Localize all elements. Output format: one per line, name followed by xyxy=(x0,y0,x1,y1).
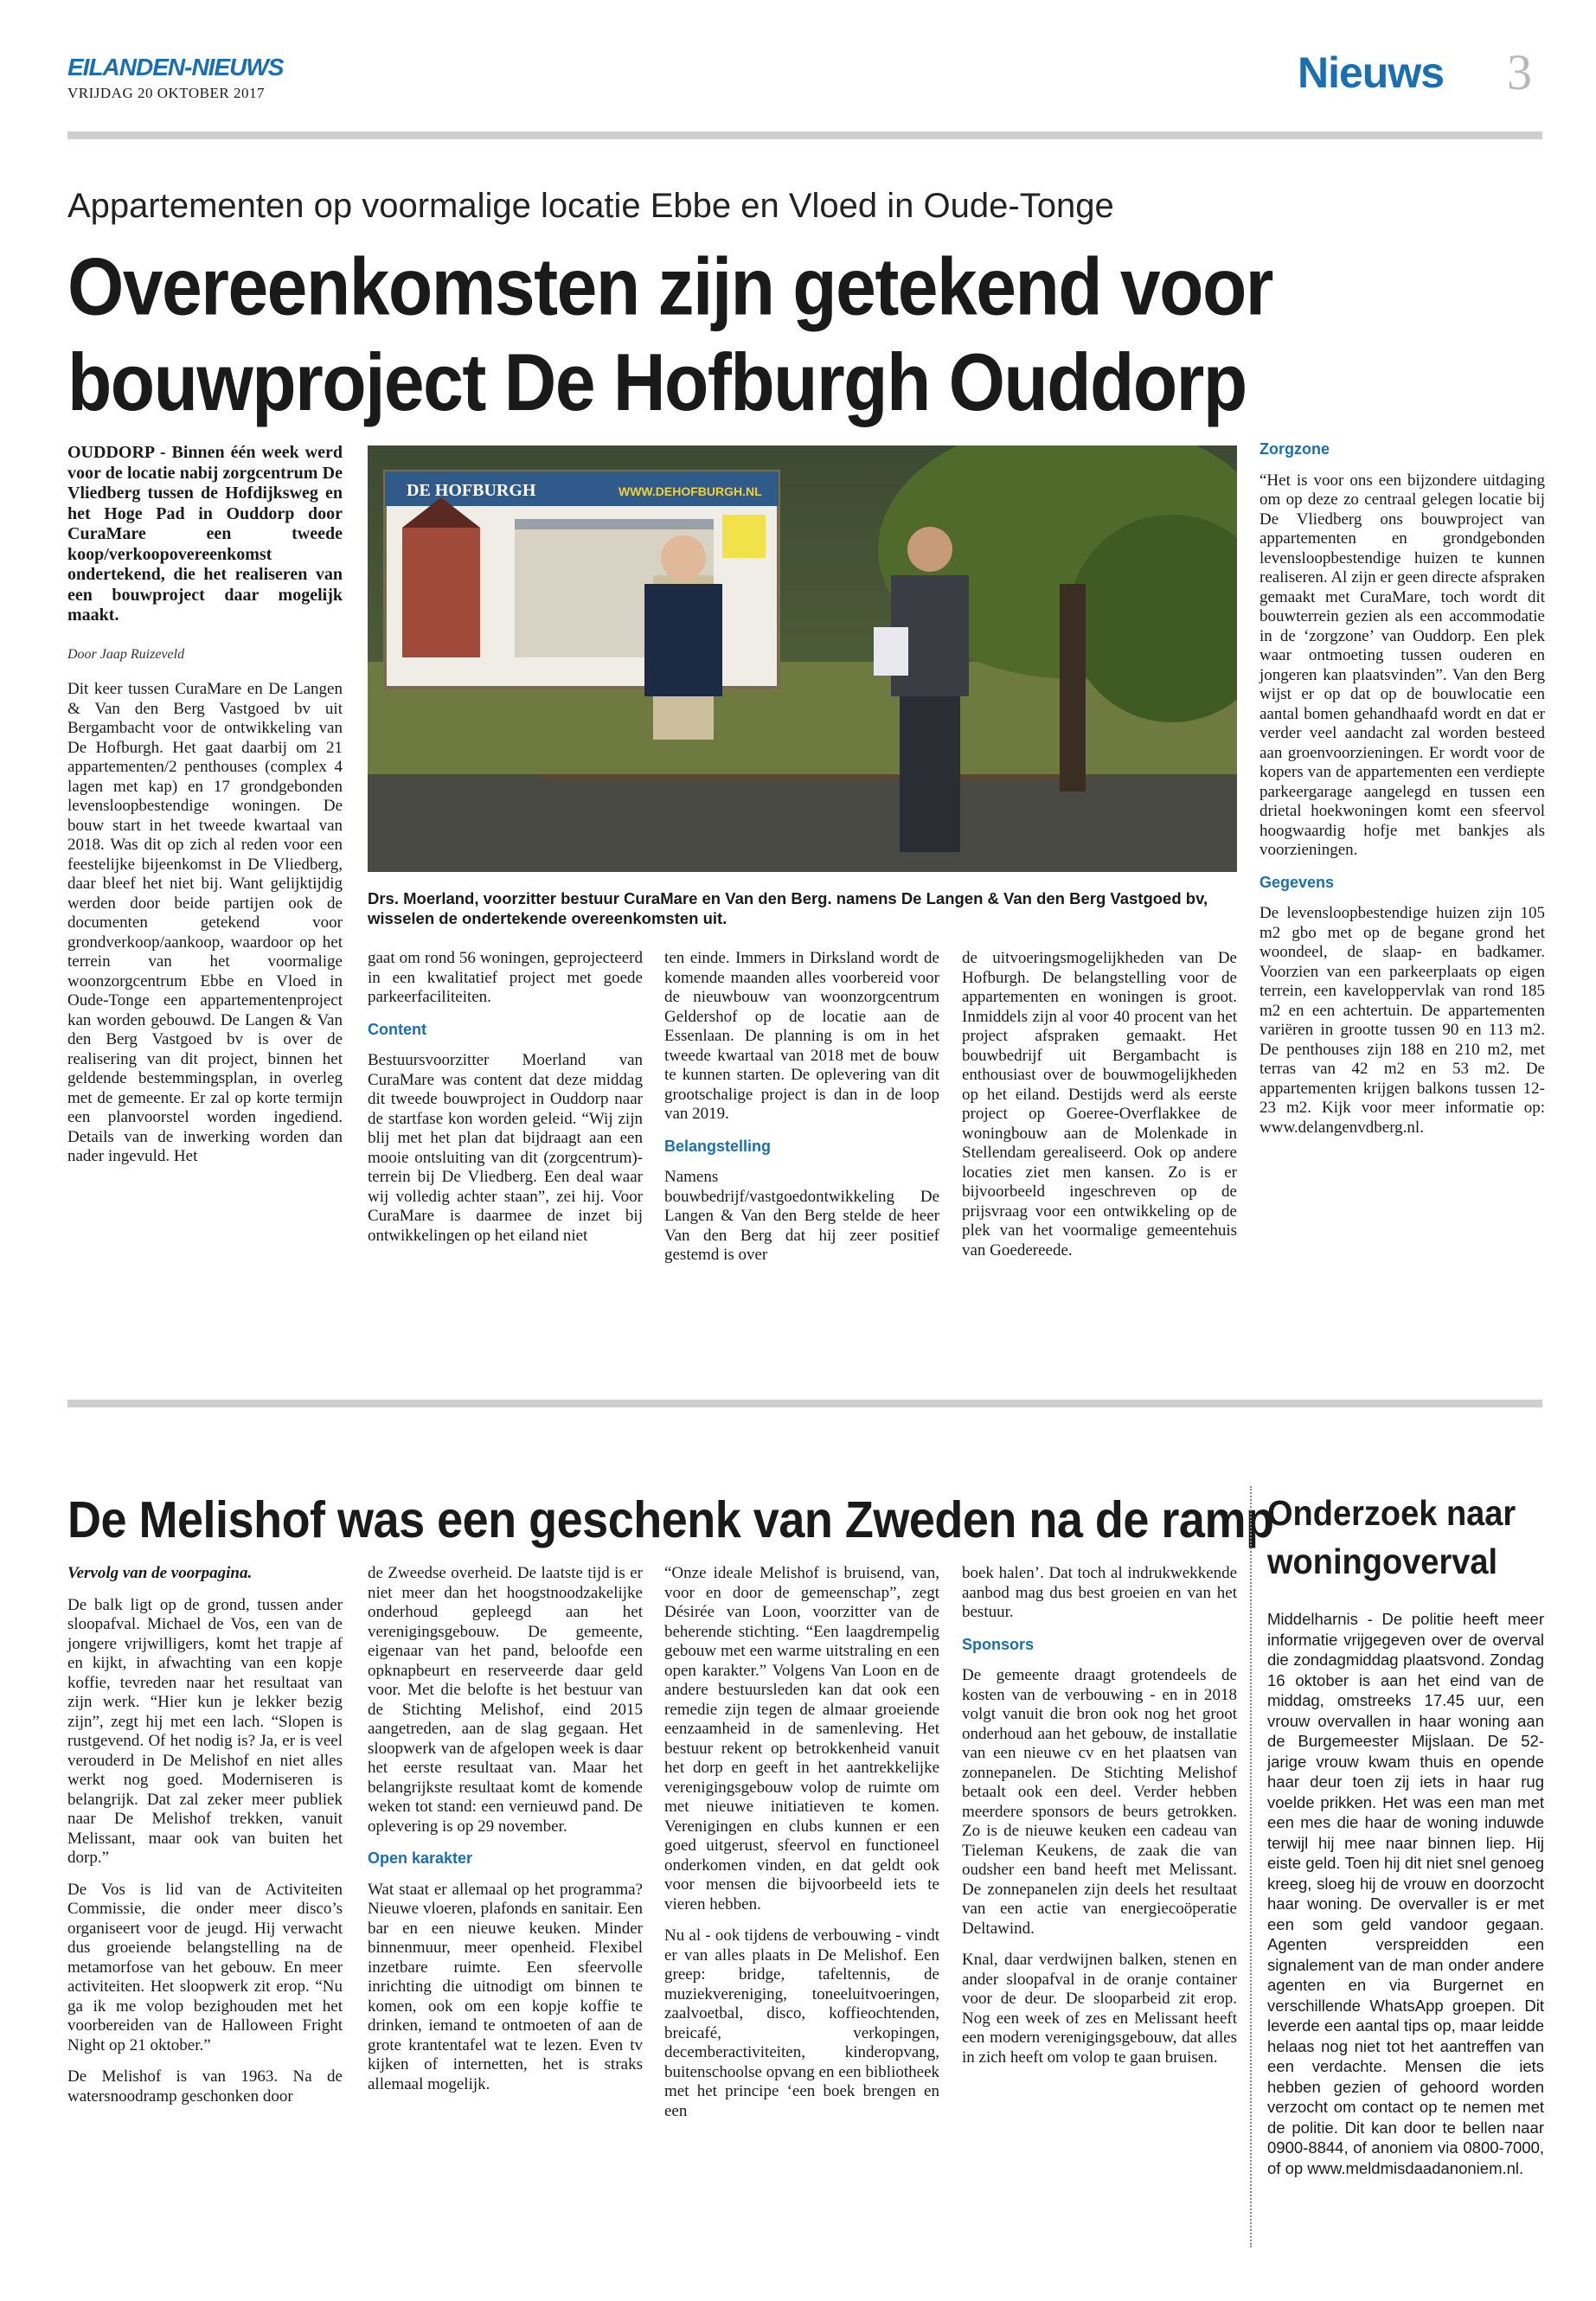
article1-column-4 xyxy=(962,949,1237,1272)
article1-column-3 xyxy=(664,949,939,1278)
masthead: EILANDEN-NIEUWS xyxy=(67,54,284,80)
article2-intro: Vervolg van de voorpagina. xyxy=(67,1564,253,1582)
article2-paragraph: Wat staat er allemaal op het programma? Nieuwe vloeren, plafonds en sanitair. Een bar en een nieuwe keuken. Minder binnenmuur, meer openheid. Flexibel inzetbare ruimte. Een sfeervolle inrichting die uitnodigt om binnen te komen, ook om een kopje koffie te drinken, iemand te ontmoeten of aan de grote krantentafel wat te lezen. Even tv kijken of internetten, het is straks allemaal mogelijk. xyxy=(368,1880,643,2093)
billboard-right-text: WWW.DEHOFBURGH.NL xyxy=(619,484,762,498)
article1-byline: Door Jaap Ruizeveld xyxy=(67,646,185,662)
article2-paragraph: “Onze ideale Melishof is bruisend, van, voor en door de gemeenschap”, zegt Désirée van Loon, voorzitter van de beherende stichting. “Een laagdrempelig gebouw met een warme uitstraling en een open karakter.” Volgens Van Loon en de andere bestuursleden kan dat ook een remedie zijn tegen de almaar groeiende eenzaamheid in de samenleving. Het bestuur rekent op betrokkenheid vanuit het dorp en geeft in het aantrekkelijke verenigingsgebouw volop de ruimte om met nieuwe initiatieven te komen. Verenigingen en clubs kunnen er een goed uitgerust, sfeervol en functioneel onderkomen vinden, en dat geldt ook voor mensen die bijvoorbeeld iets te vieren hebben. xyxy=(664,1564,939,1913)
dateline: VRIJDAG 20 OKTOBER 2017 xyxy=(67,85,265,101)
sidebar-divider xyxy=(1250,1486,1252,2247)
article1-paragraph: “Het is voor ons een bijzondere uitdaging om op deze zo centraal gelegen locatie bij De Vliedberg ons bouwproject van appartementen en grondgebonden levensloopbestendige huizen te kunnen realiseren. Al zijn er geen directe afspraken gemaakt met CuraMare, toch wordt dit bouwterrein gezien als een accommodatie in de ‘zorgzone’ van Ouddorp. Een plek waar ontmoeting tussen ouderen en jongeren kan plaatsvinden”. Van den Berg wijst er op dat op de bouwlocatie een aantal bomen gehandhaafd wordt en dat er verder veel aandacht zal worden besteed aan groenvoorzieningen. Er wordt voor de kopers van de appartementen een verdiepte parkeergarage aangelegd en tussen een drietal hoekwoningen komt een sfeervol hoogwaardig hofje met bankjes als voorzieningen. xyxy=(1259,471,1545,859)
article2-column-1 xyxy=(67,1564,343,2118)
sidebar-text: Middelharnis - De politie heeft meer informatie vrijgegeven over de overval die zondagmiddag plaatsvond. Zondag 16 oktober is aan het eind van de middag, omstreeks 17.45 uur, een vrouw overvallen in haar woning aan de Burgemeester Mijslaan. De 52-jarige vrouw kwam thuis en opende haar deur toen zij iets in haar rug voelde prikken. Het was een man met een mes die haar de woning induwde terwijl hij mee naar binnen liep. Hij eiste geld. Toen hij dit niet snel genoeg kreeg, sloeg hij de vrouw en doorzocht haar woning. De overvaller is er met een som geld vandoor gegaan. Agenten verspreidden een signalement van de man onder andere agenten en via Burgernet en verschillende WhatsApp groepen. Dit leverde een aantal tips op, maar leidde helaas nog niet tot het aantreffen van een verdachte. Mensen die iets hebben gezien of gehoord worden verzocht om contact op te nemen met de politie. Dit kan door te bellen naar 0900-8844, of anoniem via 0800-7000, of op www.meldmisdaadanoniem.nl. xyxy=(1267,1610,1544,2177)
article2-subhead: Open karakter xyxy=(368,1849,473,1867)
article2-column-3 xyxy=(664,1564,939,2133)
header-rule xyxy=(67,131,1542,139)
article1-lead: OUDDORP - Binnen één week werd voor de locatie nabij zorgcentrum De Vliedberg tussen de Hofdijksweg en het Hoge Pad in Ouddorp door CuraMare een tweede koop/verkoopovereenkomst ondertekend, die het realiseren van een bouwproject daar mogelijk maakt. xyxy=(67,443,343,625)
article1-paragraph: De levensloopbestendige huizen zijn 105 m2 gbo met op de begane grond het woondeel, de slaap- en badkamer. Voorzien van een parkeerplaats op eigen terrein, een kaveloppervlak van rond 185 m2 en een achtertuin. De appartementen variëren in grootte tussen 90 en 113 m2. De penthouses zijn 188 en 210 m2, met terras van 42 m2 en 53 m2. De appartementen krijgen balkons tussen 12-23 m2. Kijk voor meer informatie op: www.delangenvdberg.nl. xyxy=(1259,904,1545,1137)
article2-paragraph: De Melishof is van 1963. Na de watersnoodramp geschonken door xyxy=(67,2067,343,2106)
article1-column-1 xyxy=(67,443,343,1179)
article2-column-2 xyxy=(368,1564,643,2106)
article2-paragraph: boek halen’. Dat toch al indrukwekkende aanbod mag dus best groeien en van het bestuur. xyxy=(962,1564,1237,1621)
article1-paragraph: Dit keer tussen CuraMare en De Langen & Van den Berg Vastgoed bv uit Bergambacht voor de ontwikkeling van De Hofburgh. Het gaat daarbij om 21 appartementen/2 penthouses (complex 4 lagen met kap) en 17 grondgebonden levensloopbestendige woningen. De bouw start in het tweede kwartaal van 2018. Was dit op zich al reden voor een feestelijke bijeenkomst in De Vliedberg, daar bleef het niet bij. Want gelijktijdig werden door beide partijen ook de documenten getekend voor grondverkoop/aankoop, waardoor op het terrein van het voormalige woonzorgcentrum Ebbe en Vloed in Oude-Tonge een appartementenproject kan worden gebouwd. De Langen & Van den Berg Vastgoed bv is over de realisering van dit project, binnen het geldende bestemmingsplan, in overleg met de gemeente. Er zal op korte termijn een planvoorstel worden ingediend. Details van de inwerking worden dan nader ingevuld. Het xyxy=(67,680,343,1165)
article1-column-2 xyxy=(368,949,643,1258)
article1-kicker: Appartementen op voormalige locatie Ebbe en Vloed in Oude-Tonge xyxy=(67,187,1114,225)
section-title: Nieuws xyxy=(1298,48,1445,97)
article1-subhead: Belangstelling xyxy=(664,1137,772,1155)
section-rule xyxy=(67,1400,1542,1407)
article1-paragraph: ten einde. Immers in Dirksland wordt de komende maanden alles voorbereid voor de nieuwbouw van woonzorgcentrum Geldershof op de locatie aan de Essenlaan. De planning is om in het tweede kwartaal van 2018 met de bouw te kunnen starten. De oplevering van dit grootschalige project is dan in de loop van 2019. xyxy=(664,949,939,1123)
article2-paragraph: Knal, daar verdwijnen balken, stenen en ander sloopafval in de oranje container voor de deur. De slooparbeid zit erop. Nog een week of zes en Melissant heeft een modern verenigingsgebouw, dat alles in zich heeft om volop te gaan bruisen. xyxy=(962,1951,1237,2067)
article2-paragraph: De gemeente draagt grotendeels de kosten van de verbouwing - en in 2018 volgt vanuit die bron ook nog het groot onderhoud aan het gebouw, de installatie van een nieuwe cv en het plaatsen van zonnepanelen. De Stichting Melishof betaalt ook een deel. Verder hebben meerdere sponsors de beurs getrokken. Zo is de nieuwe keuken een cadeau van Tieleman Keukens, de zaak die van oudsher een band heeft met Melissant. De zonnepanelen zijn deels het resultaat van een actie van energiecoöperatie Deltawind. xyxy=(962,1666,1237,1938)
article2-headline: De Melishof was een geschenk van Zweden na de ramp xyxy=(67,1491,1274,1549)
article2-paragraph: Nu al - ook tijdens de verbouwing - vindt er van alles plaats in De Melishof. Een greep: bridge, tafeltennis, de muziekvereniging, toneeluitvoeringen, zaalvoetbal, disco, koffieochtenden, breicafé, verkopingen, decemberactiviteiten, kinderopvang, buitenschoolse opvang en een bibliotheek met het principe ‘een boek brengen en een xyxy=(664,1926,939,2120)
article2-paragraph: De Vos is lid van de Activiteiten Commissie, die onder meer disco’s organiseert voor de jeugd. Hij verwacht dus groeiende belangstelling na de metamorfose van het gebouw. En meer activiteiten. Het sloopwerk zit erop. “Nu ga ik me volop bezighouden met het voorbereiden van de Halloween Fright Night op 21 oktober.” xyxy=(67,1880,343,2054)
article1-paragraph: Bestuursvoorzitter Moerland van CuraMare was content dat deze middag dit tweede bouwproject in Ouddorp naar de startfase kon worden geleid. “Wij zijn blij met het plan dat bijdraagt aan een mooie ontsluiting van dit (zorgcentrum)-terrein bij De Vliedberg. Een deal waar wij volledig achter staan”, zei hij. Voor CuraMare is daarmee de inzet bij ontwikkelingen op het eiland niet xyxy=(368,1051,643,1245)
article1-paragraph: gaat om rond 56 woningen, geprojecteerd in een kwalitatief project met goede parkeerfaciliteiten. xyxy=(368,949,643,1006)
photo-caption: Drs. Moerland, voorzitter bestuur CuraMare en Van den Berg. namens De Langen & Van den Berg Vastgoed bv, wisselen de ondertekende overeenkomsten uit. xyxy=(368,889,1208,927)
article1-subhead: Gegevens xyxy=(1259,873,1335,891)
article2-paragraph: de Zweedse overheid. De laatste tijd is er niet meer dan het hoogstnoodzakelijke onderhoud gepleegd aan het verenigingsgebouw. De gemeente, eigenaar van het pand, beloofde een opknapbeurt en reserveerde daar geld voor. Met die belofte is het bestuur van de Stichting Melishof, eind 2015 aangetreden, aan de slag gegaan. Het sloopwerk van de afgelopen week is daar het eerste resultaat van. Maar het belangrijkste resultaat komt de komende weken tot stand: een vernieuwd pand. De oplevering is op 29 november. xyxy=(368,1564,643,1836)
article1-paragraph: de uitvoeringsmogelijkheden van De Hofburgh. De belangstelling voor de appartementen en woningen is groot. Inmiddels zijn al voor 40 procent van het project afspraken gemaakt. Het bouwbedrijf uit Bergambacht is enthousiast over de bouwmogelijkheden op het eiland. Destijds werd als eerste project op Goeree-Overflakkee de woningbouw aan de Molenkade in Stellendam gerealiseerd. Ook op andere locaties ziet men kansen. Zo is er bijvoorbeeld ingeschreven op de prijsvraag voor een ontwikkeling op de plek van het voormalige gemeentehuis van Goedereede. xyxy=(962,949,1237,1259)
signing-photo xyxy=(368,445,1237,872)
article1-paragraph: Namens bouwbedrijf/vastgoedontwikkeling De Langen & Van den Berg stelde de heer Van den Berg dat hij zeer positief gestemd is over xyxy=(664,1168,939,1264)
article1-headline: Overeenkomsten zijn getekend voor bouwproject De Hofburgh Ouddorp xyxy=(67,240,1272,428)
article1-subhead: Zorgzone xyxy=(1259,440,1330,458)
billboard-left-text: DE HOFBURGH xyxy=(407,481,536,500)
article1-subhead: Content xyxy=(368,1020,426,1038)
article1-photo xyxy=(368,445,1237,872)
sidebar-headline: Onderzoek naar woningoverval xyxy=(1267,1494,1516,1582)
article2-paragraph: De balk ligt op de grond, tussen ander sloopafval. Michael de Vos, een van de jongere vrijwilligers, komt het trapje af en kijkt, in afwachting van een kopje koffie, tevreden naar het resultaat van zijn werk. “Hier kun je lekker bezig zijn”, zegt hij met een lach. “Slopen is rustgevend. Of het nodig is? Ja, er is veel verouderd in De Melishof en niet alles werkt nog goed. Moderniseren is belangrijk. Dat zal zeker meer publiek naar De Melishof trekken, vanuit Melissant, maar ook van buiten het dorp.” xyxy=(67,1595,343,1867)
article2-column-4 xyxy=(962,1564,1237,2080)
article2-subhead: Sponsors xyxy=(962,1635,1035,1653)
page-number: 3 xyxy=(1507,44,1532,100)
article1-column-5 xyxy=(1259,439,1545,1150)
